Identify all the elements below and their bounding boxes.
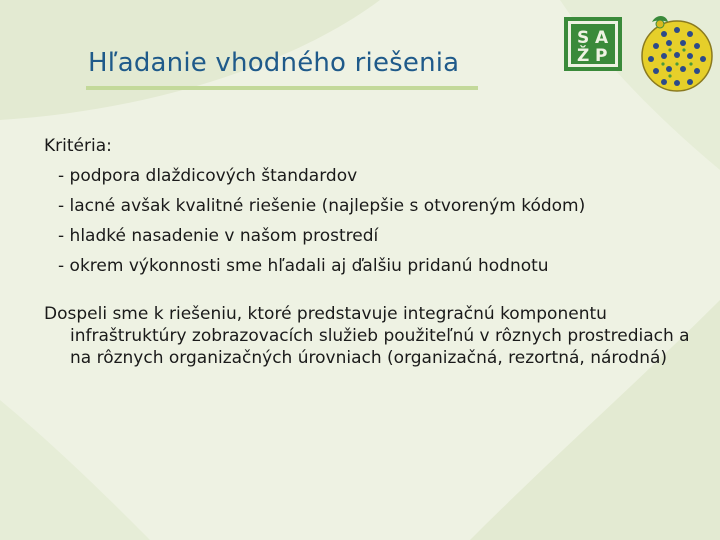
inspire-globe-logo — [638, 14, 716, 94]
criteria-item: - lacné avšak kvalitné riešenie (najlepšie s otvoreným kódom) — [58, 196, 586, 216]
criteria-item: - podpora dlaždicových štandardov — [58, 166, 358, 186]
criteria-item: - okrem výkonnosti sme hľadali aj ďalšiu pridanú hodnotu — [58, 256, 549, 276]
conclusion-paragraph: Dospeli sme k riešeniu, ktoré predstavuje integračnú komponentu infraštruktúry zobrazovacích služieb použiteľnú v rôznych prostrediach a na rôznych organizačných úrovniach (organizačná, rezortná, národná) — [44, 304, 690, 368]
svg-text:S: S — [577, 28, 590, 48]
sazp-logo — [564, 17, 622, 71]
criteria-item: - hladké nasadenie v našom prostredí — [58, 226, 379, 246]
slide-body — [44, 135, 704, 369]
criteria-heading: Kritéria: — [44, 136, 112, 156]
svg-text:A: A — [595, 28, 609, 48]
title-underline — [86, 86, 478, 90]
svg-text:P: P — [595, 46, 608, 66]
svg-text:Ž: Ž — [577, 46, 590, 66]
slide-title: Hľadanie vhodného riešenia — [88, 48, 460, 78]
